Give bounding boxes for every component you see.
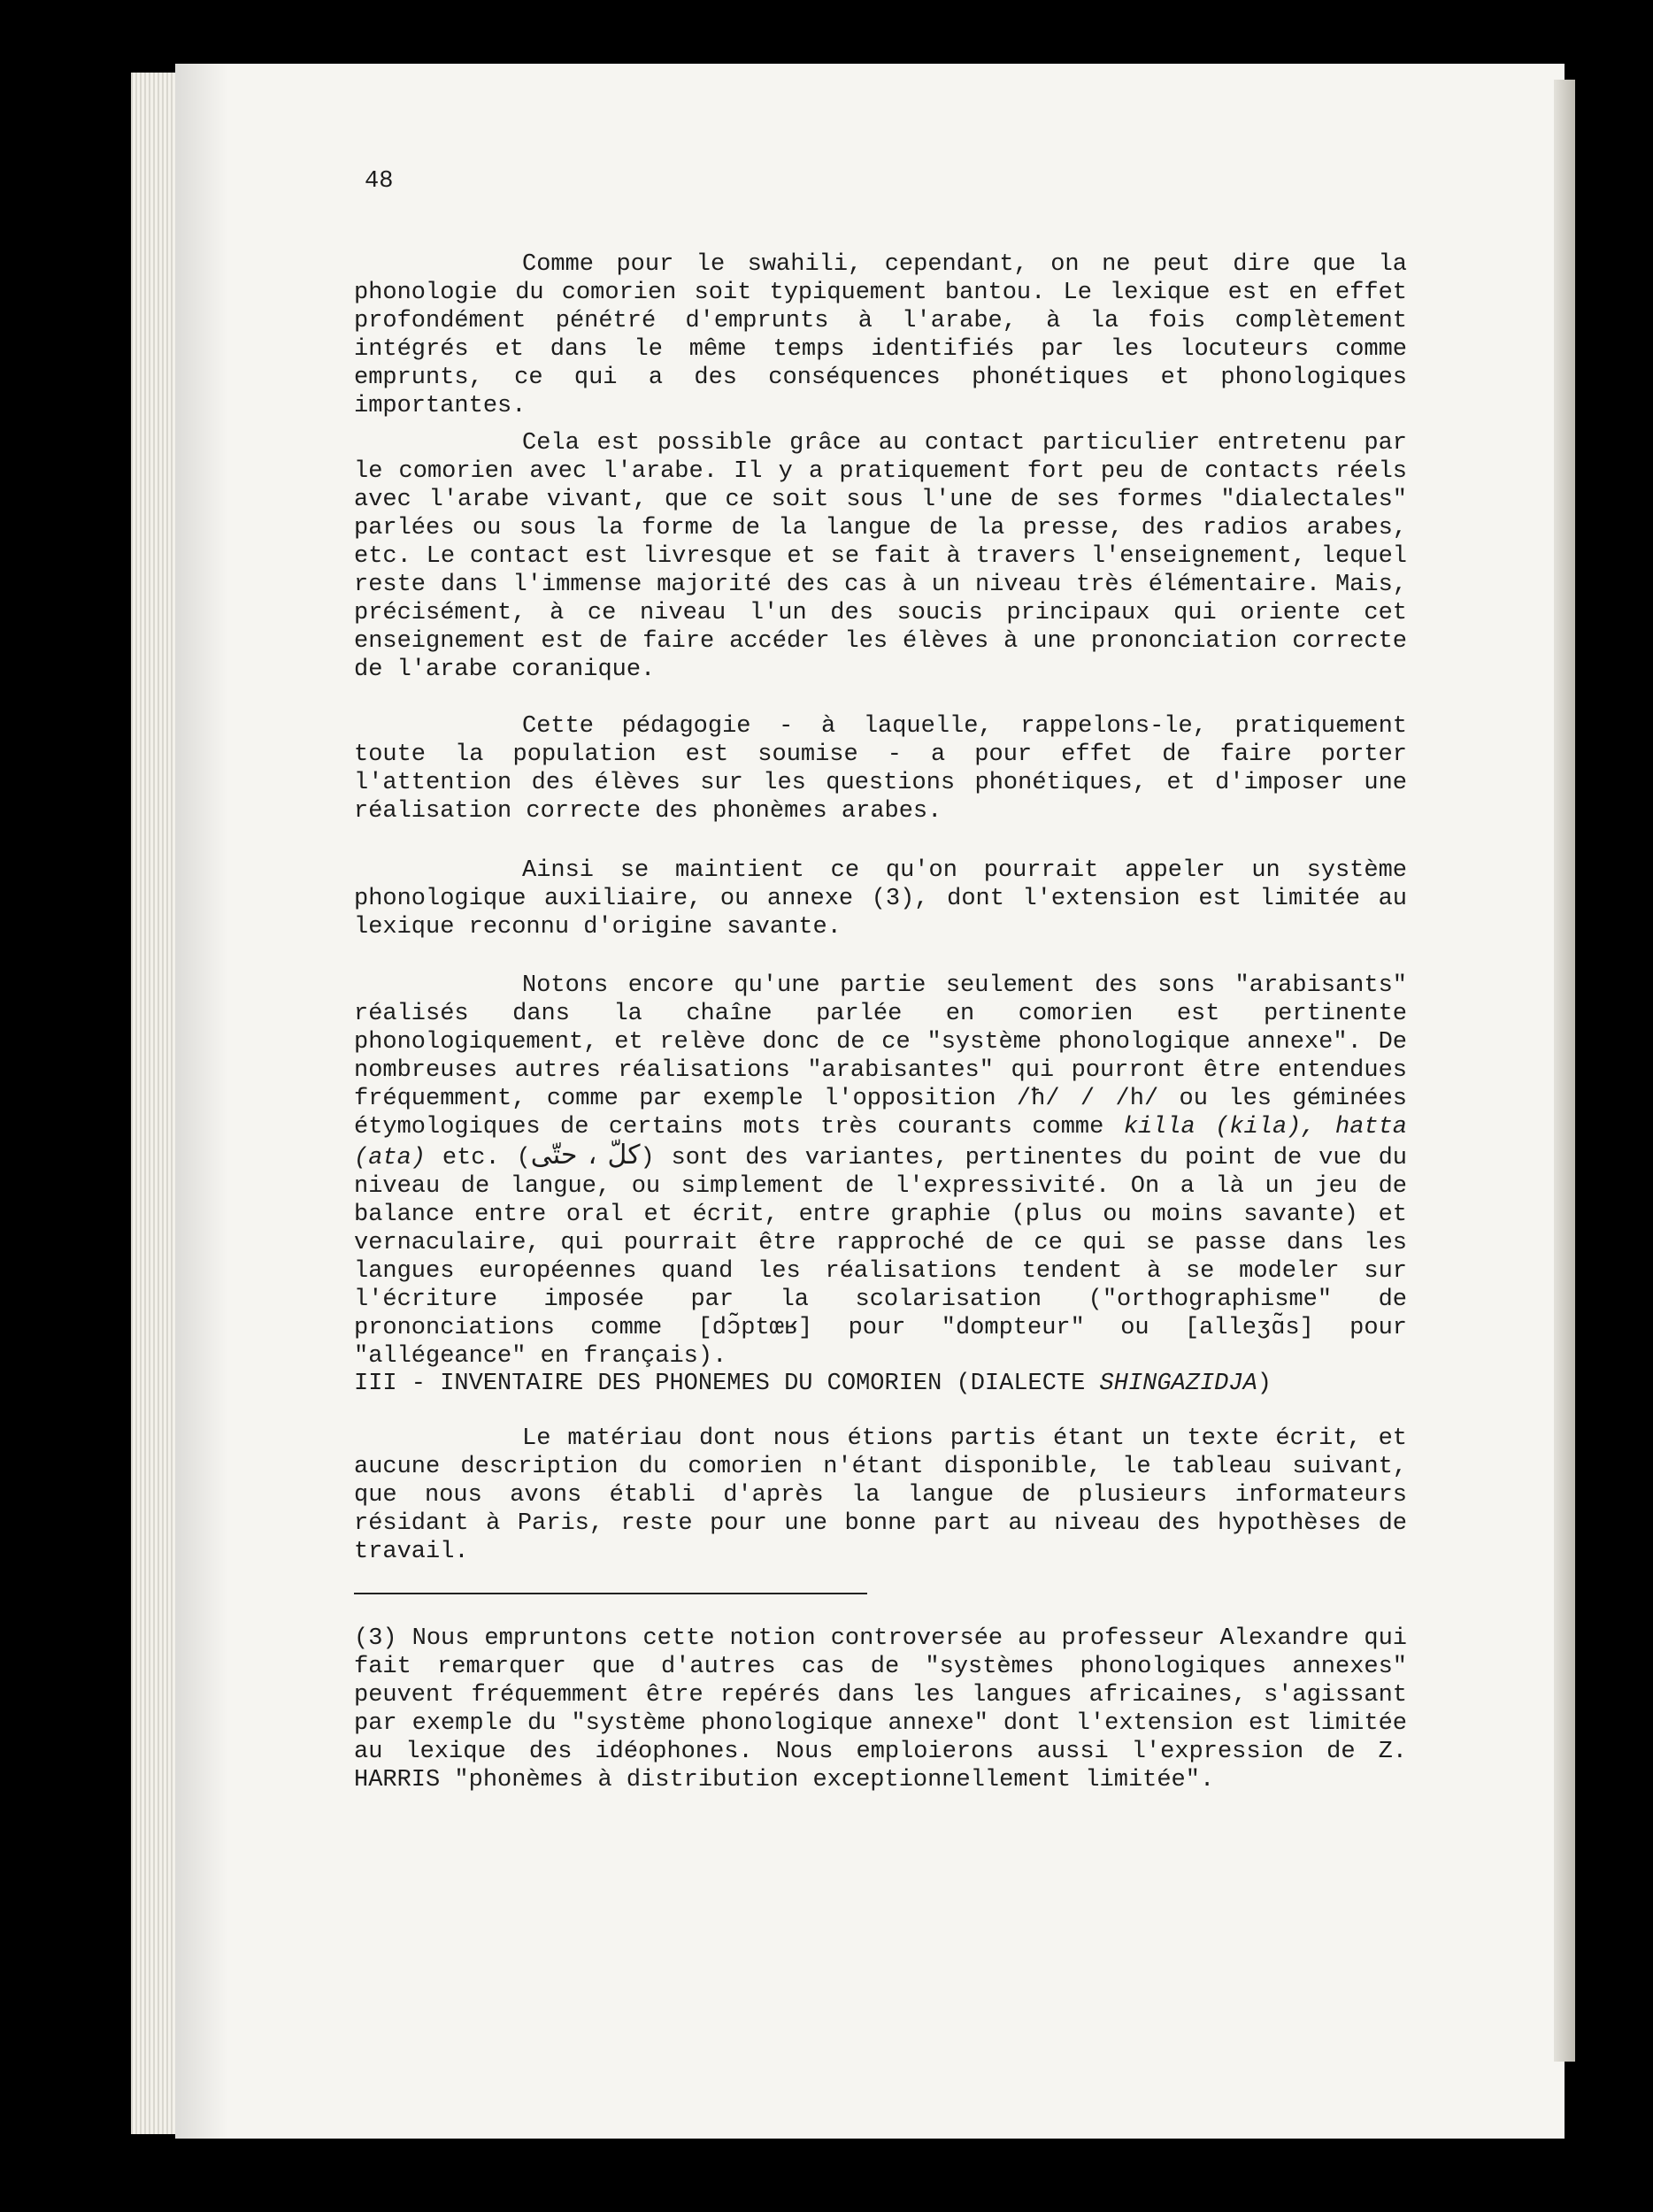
paragraph-5-part-c: ) sont des variantes, pertinentes du point de vue du niveau de langue, ou simplement de l'expressivité. On a là un jeu de balance entre oral et écrit, entre graphie (plus ou moins savante) et vernaculaire, qui pourrait être rapproché de ce qui se passe dans les langues européennes quand les réalisations tendent à se modeler sur l'écriture imposée par la scolarisation ("orthographisme" de prononciations comme [dɔ̃ptœʁ] pour "dompteur" ou [alleʒɑ̃s] pour "allégeance" en français). <box>354 1145 1408 1370</box>
paragraph-5-part-b: etc. ( <box>442 1145 531 1171</box>
paragraph-1 <box>354 250 1407 420</box>
spine-shadow <box>175 64 228 2139</box>
footnote-rule <box>354 1593 867 1594</box>
paragraph-2 <box>354 429 1407 684</box>
footnote-text: (3) Nous empruntons cette notion controversée au professeur Alexandre qui fait remarquer que d'autres cas de "systèmes phonologiques annexes" peuvent fréquemment être repérés dans les langues africaines, s'agissant par exemple du "système phonologique annexe" dont l'extension est limitée au lexique des idéophones. Nous emploierons aussi l'expression de Z. HARRIS "phonèmes à distribution exceptionnellement limitée". <box>354 1625 1407 1793</box>
page-number: 48 <box>365 168 394 195</box>
paragraph-4 <box>354 856 1407 941</box>
paragraph-1-text: Comme pour le swahili, cependant, on ne peut dire que la phonologie du comorien soit typiquement bantou. Le lexique est en effet profondément pénétré d'emprunts à l'arabe, à la fois complètement intégrés et dans le même temps identifiés par les locuteurs comme emprunts, ce qui a des conséquences phonétiques et phonologiques importantes. <box>354 251 1407 419</box>
paragraph-2-text: Cela est possible grâce au contact particulier entretenu par le comorien avec l'arabe. Il y a pratiquement fort peu de contacts réels avec l'arabe vivant, que ce soit sous l'une de ses formes "dialectales" parlées ou sous la forme de la langue de la presse, des radios arabes, etc. Le contact est livresque et se fait à travers l'enseignement, lequel reste dans l'immense majorité des cas à un niveau très élémentaire. Mais, précisément, à ce niveau l'un des soucis principaux qui oriente cet enseignement est de faire accéder les élèves à une prononciation correcte de l'arabe coranique. <box>354 430 1407 683</box>
heading-end: ) <box>1257 1371 1272 1397</box>
section-heading <box>354 1370 1407 1398</box>
paragraph-5-text <box>354 972 1407 1371</box>
page-edge-right <box>1554 80 1575 2062</box>
paragraph-4-text: Ainsi se maintient ce qu'on pourrait appeler un système phonologique auxiliaire, ou annexe (3), dont l'extension est limitée au lexique reconnu d'origine savante. <box>354 857 1407 941</box>
paragraph-3-text: Cette pédagogie - à laquelle, rappelons-le, pratiquement toute la population est soumise - a pour effet de faire porter l'attention des élèves sur les questions phonétiques, et d'imposer une réalisation correcte des phonèmes arabes. <box>354 713 1407 825</box>
paragraph-6 <box>354 1425 1407 1566</box>
footnote <box>354 1624 1407 1794</box>
paragraph-5 <box>354 972 1407 1371</box>
paragraph-6-text: Le matériau dont nous étions partis étant un texte écrit, et aucune description du comorien n'étant disponible, le tableau suivant, que nous avons établi d'après la langue de plusieurs informateurs résidant à Paris, reste pour une bonne part au niveau des hypothèses de travail. <box>354 1425 1407 1565</box>
example-killa: killa (kila), <box>1123 1114 1316 1141</box>
paragraph-5-part-a: Notons encore qu'une partie seulement des sons "arabisants" réalisés dans la chaîne parlée en comorien est pertinente phonologiquement, et relève donc de ce "système phonologique annexe". De nombreuses autres réalisations "arabisantes" qui pourront être entendues fréquemment, comme par exemple l'opposition /ħ/ / /h/ ou les géminées étymologiques de certains mots très courants comme <box>354 972 1407 1141</box>
arabic-words: كلّ ، حتّى <box>530 1140 641 1171</box>
heading-dialect: SHINGAZIDJA <box>1099 1371 1257 1397</box>
section-heading-text <box>354 1370 1407 1398</box>
heading-main: III - INVENTAIRE DES PHONEMES DU COMORIEN (DIALECTE <box>354 1371 1100 1397</box>
paragraph-3 <box>354 712 1407 826</box>
example-hatta: hatta (ata) <box>354 1114 1408 1171</box>
